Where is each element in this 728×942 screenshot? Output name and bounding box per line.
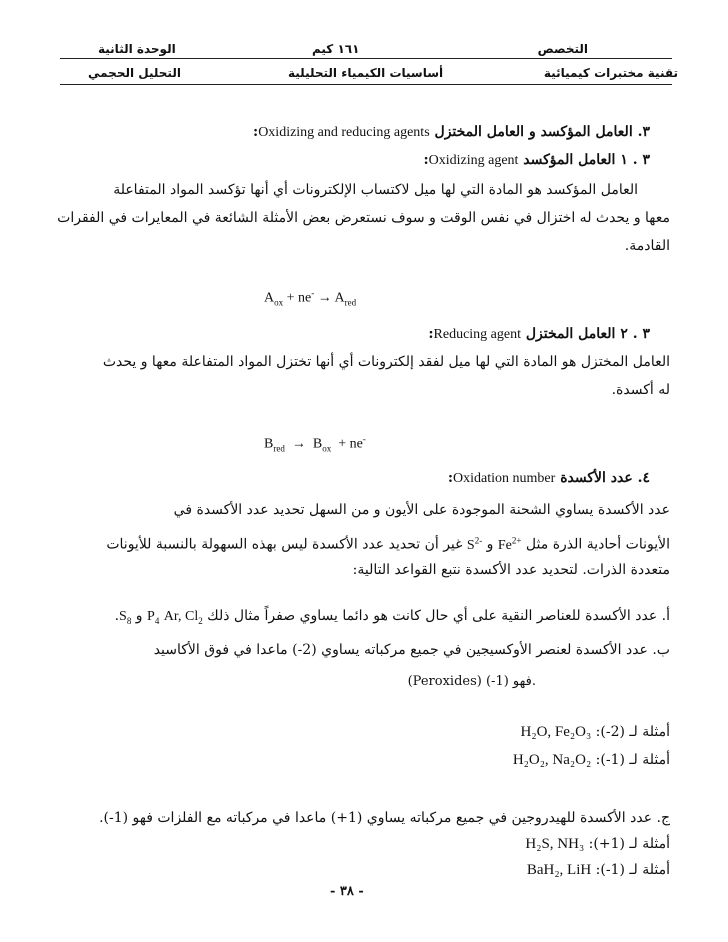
example-4-label: أمثلة لـ (1-): [595, 862, 670, 878]
s-symbol: S [466, 537, 475, 553]
s8-symbol: S [119, 609, 127, 624]
header-specialization-value: تقنية مختبرات كيميائية [543, 66, 678, 80]
rule-a-ar-cl2 [164, 609, 203, 624]
oxidizing-agent-paragraph-line2: معها و يحدث له اختزال في نفس الوقت و سوف نستعرض بعض الأمثلة الشائعة في المعايرات في الفقرات [57, 210, 670, 226]
rule-b: ب. عدد الأكسدة لعنصر الأوكسيجين في جميع مركباته يساوي (2-) ماعدا في فوق الأكاسيد [153, 642, 670, 658]
section-3-2-title-en: Reducing agent [433, 327, 521, 342]
eq2-a: B [264, 436, 274, 452]
eq2-b: B [312, 436, 323, 452]
example-row-2 [513, 750, 670, 770]
section-3-1-colon: : [423, 152, 429, 168]
header-rule-top [60, 58, 672, 59]
section-3-1-title-en: Oxidizing agent [428, 153, 519, 168]
example-row-4 [527, 860, 670, 880]
example-2-label: أمثلة لـ (1-): [595, 752, 670, 768]
example-row-1 [521, 722, 670, 742]
eq2-arrow: → [291, 436, 306, 452]
example-1-chem: H₂O, Fe₂O₃ [520, 724, 592, 740]
header-course-code: ١٦١ كيم [312, 42, 360, 56]
oxidizing-equation [264, 288, 356, 307]
section-4-heading [448, 468, 650, 489]
p2-text-b: غير أن تحديد عدد الأكسدة ليس بهذه السهولة بالنسبة للأيونات [106, 536, 463, 553]
section-3-2-number: ٣ . ٢ [620, 326, 650, 342]
section-3-2-colon: : [428, 326, 434, 342]
p-sub: 4 [154, 615, 160, 626]
example-3-label: أمثلة لـ (1+): [588, 836, 670, 852]
section-4-number: ٤. [637, 470, 650, 486]
eq1-b-sub: red [344, 297, 357, 308]
oxidizing-agent-paragraph-line1: العامل المؤكسد هو المادة التي لها ميل لاكتساب الإلكترونات أي أنها تؤكسد المواد المتفاعلة [113, 182, 638, 198]
rule-b-continuation: (Peroxides) فهو (1-). [407, 674, 536, 689]
eq1-ne: + ne [286, 290, 312, 306]
p2-fe-ion [497, 535, 522, 553]
example-3-chem: H₂S, NH₃ [525, 836, 585, 852]
header-specialization-label: التخصص [537, 42, 588, 56]
section-3-2-heading [428, 324, 650, 345]
example-4-chem: BaH₂, LiH [526, 862, 592, 878]
section-3-1-title-ar: العامل المؤكسد [523, 152, 616, 168]
oxidation-number-paragraph-line3: متعددة الذرات. لتحديد عدد الأكسدة نتبع القواعد التالية: [352, 562, 670, 578]
section-3-colon: : [253, 124, 259, 140]
section-4-title-en: Oxidation number [453, 471, 556, 486]
p2-s-ion [466, 535, 483, 553]
p-symbol: P [147, 609, 155, 624]
reducing-agent-paragraph-line2: له أكسدة. [611, 382, 670, 398]
section-3-heading [253, 122, 650, 143]
rule-c: ج. عدد الأكسدة للهيدروجين في جميع مركباته يساوي (1+) ماعدا في مركباته مع الفلزات فهو (1-). [99, 810, 670, 826]
oxidation-number-paragraph-line1: عدد الأكسدة يساوي الشحنة الموجودة على الأيون و من السهل تحديد عدد الأكسدة في [173, 502, 670, 518]
eq1-a-sub: ox [274, 297, 284, 308]
section-3-2-title-ar: العامل المختزل [525, 326, 616, 342]
ar-cl: Ar, Cl [163, 609, 199, 624]
section-4-title-ar: عدد الأكسدة [560, 470, 633, 486]
eq1-a: A [264, 290, 275, 306]
oxidation-number-paragraph-line2 [58, 530, 670, 556]
section-3-1-number: ٣ . ١ [620, 152, 650, 168]
rule-a-p4 [147, 609, 159, 624]
eq2-ne-sup: - [362, 434, 366, 444]
fe-charge: 2+ [511, 535, 522, 545]
reducing-equation [264, 434, 366, 453]
example-2-chem: H₂O₂, Na₂O₂ [512, 752, 592, 768]
reducing-agent-paragraph-line1: العامل المختزل هو المادة التي لها ميل لفقد إلكترونات أي أنها تختزل المواد المتفاعلة معها و يحدث [102, 354, 670, 370]
header-course-title: أساسيات الكيمياء التحليلية [288, 66, 444, 80]
eq2-b-sub: ox [322, 443, 332, 454]
p2-and: و [486, 536, 494, 553]
fe-symbol: Fe [497, 537, 512, 553]
section-3-title-ar: العامل المؤكسد و العامل المختزل [434, 124, 633, 140]
header-rule-bottom [60, 84, 672, 85]
header-unit-label: الوحدة الثانية [98, 42, 176, 56]
oxidizing-agent-paragraph-line3: القادمة. [624, 238, 670, 254]
rule-a-s8 [119, 609, 131, 624]
eq2-ne: + ne [338, 436, 363, 452]
s-charge: 2- [474, 535, 483, 545]
section-3-number: ٣. [637, 124, 650, 140]
eq1-ne-sup: - [311, 288, 315, 298]
example-row-3 [525, 834, 670, 854]
section-3-title-en: Oxidizing and reducing agents [258, 125, 430, 140]
page-number: - ٣٨ - [330, 884, 364, 899]
rule-a-and: و [135, 608, 143, 624]
eq1-b: A [334, 290, 345, 306]
rule-a-text: أ. عدد الأكسدة للعناصر النقية على أي حال كانت هو دائما يساوي صفراً مثال ذلك [207, 608, 670, 624]
section-3-1-heading [423, 150, 650, 171]
header-unit-title: التحليل الحجمي [88, 66, 181, 80]
rule-a: أ. عدد الأكسدة للعناصر النقية على أي حال كانت هو دائما يساوي صفراً مثال ذلك Ar, $Cl_2$ $P_4$ و $S_8$. [114, 608, 670, 626]
s8-sub: 8 [126, 615, 132, 626]
p2-text-a: الأيونات أحادية الذرة مثل [525, 536, 670, 553]
example-1-label: أمثلة لـ (2-): [595, 724, 670, 740]
section-4-colon: : [447, 470, 454, 486]
eq2-a-sub: red [273, 443, 285, 454]
cl-sub: 2 [198, 615, 203, 626]
eq1-arrow: → [317, 290, 332, 306]
